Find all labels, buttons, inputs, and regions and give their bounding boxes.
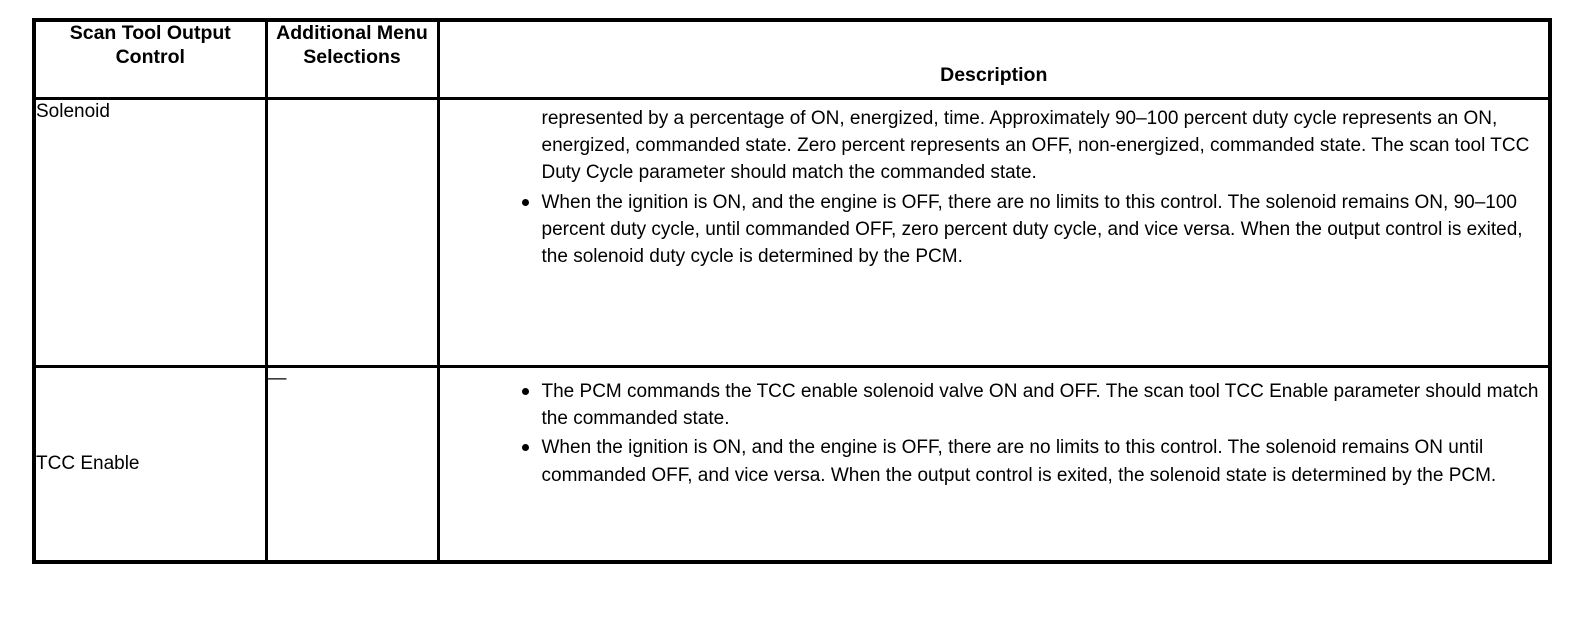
description-list [440,105,1549,271]
cell-description [438,98,1550,366]
table-header-row [34,20,1550,98]
table-body [34,98,1550,562]
table-row [34,98,1550,366]
cell-control-name: TCC Enable [34,366,266,562]
description-bullet: When the ignition is ON, and the engine is OFF, there are no limits to this control. The solenoid remains ON until commanded OFF, and vice versa. When the output control is exited, the solenoid state is determined by the PCM. [440,434,1549,489]
cell-menu-selection [266,98,438,366]
description-bullet: The PCM commands the TCC enable solenoid valve ON and OFF. The scan tool TCC Enable parameter should match the commanded state. [440,378,1549,433]
description-bullet: When the ignition is ON, and the engine is OFF, there are no limits to this control. The solenoid remains ON, 90–100 percent duty cycle, until commanded OFF, zero percent duty cycle, and vice versa. When the output control is exited, the solenoid duty cycle is determined by the PCM. [440,189,1549,271]
description-paragraph: represented by a percentage of ON, energized, time. Approximately 90–100 percent duty cycle represents an ON, energized, commanded state. Zero percent represents an OFF, non-energized, commanded state. The scan tool TCC Duty Cycle parameter should match the commanded state. [541,107,1530,184]
description-list [440,378,1549,489]
cell-control-name: Solenoid [34,98,266,366]
table-row [34,366,1550,562]
scan-tool-output-control-table [32,18,1552,564]
column-header-scan-tool-output-control: Scan Tool Output Control [34,20,266,98]
column-header-additional-menu-selections: Additional Menu Selections [266,20,438,98]
column-header-description: Description [438,20,1550,98]
table-header [34,20,1550,98]
cell-description [438,366,1550,562]
cell-menu-selection: — [266,366,438,562]
